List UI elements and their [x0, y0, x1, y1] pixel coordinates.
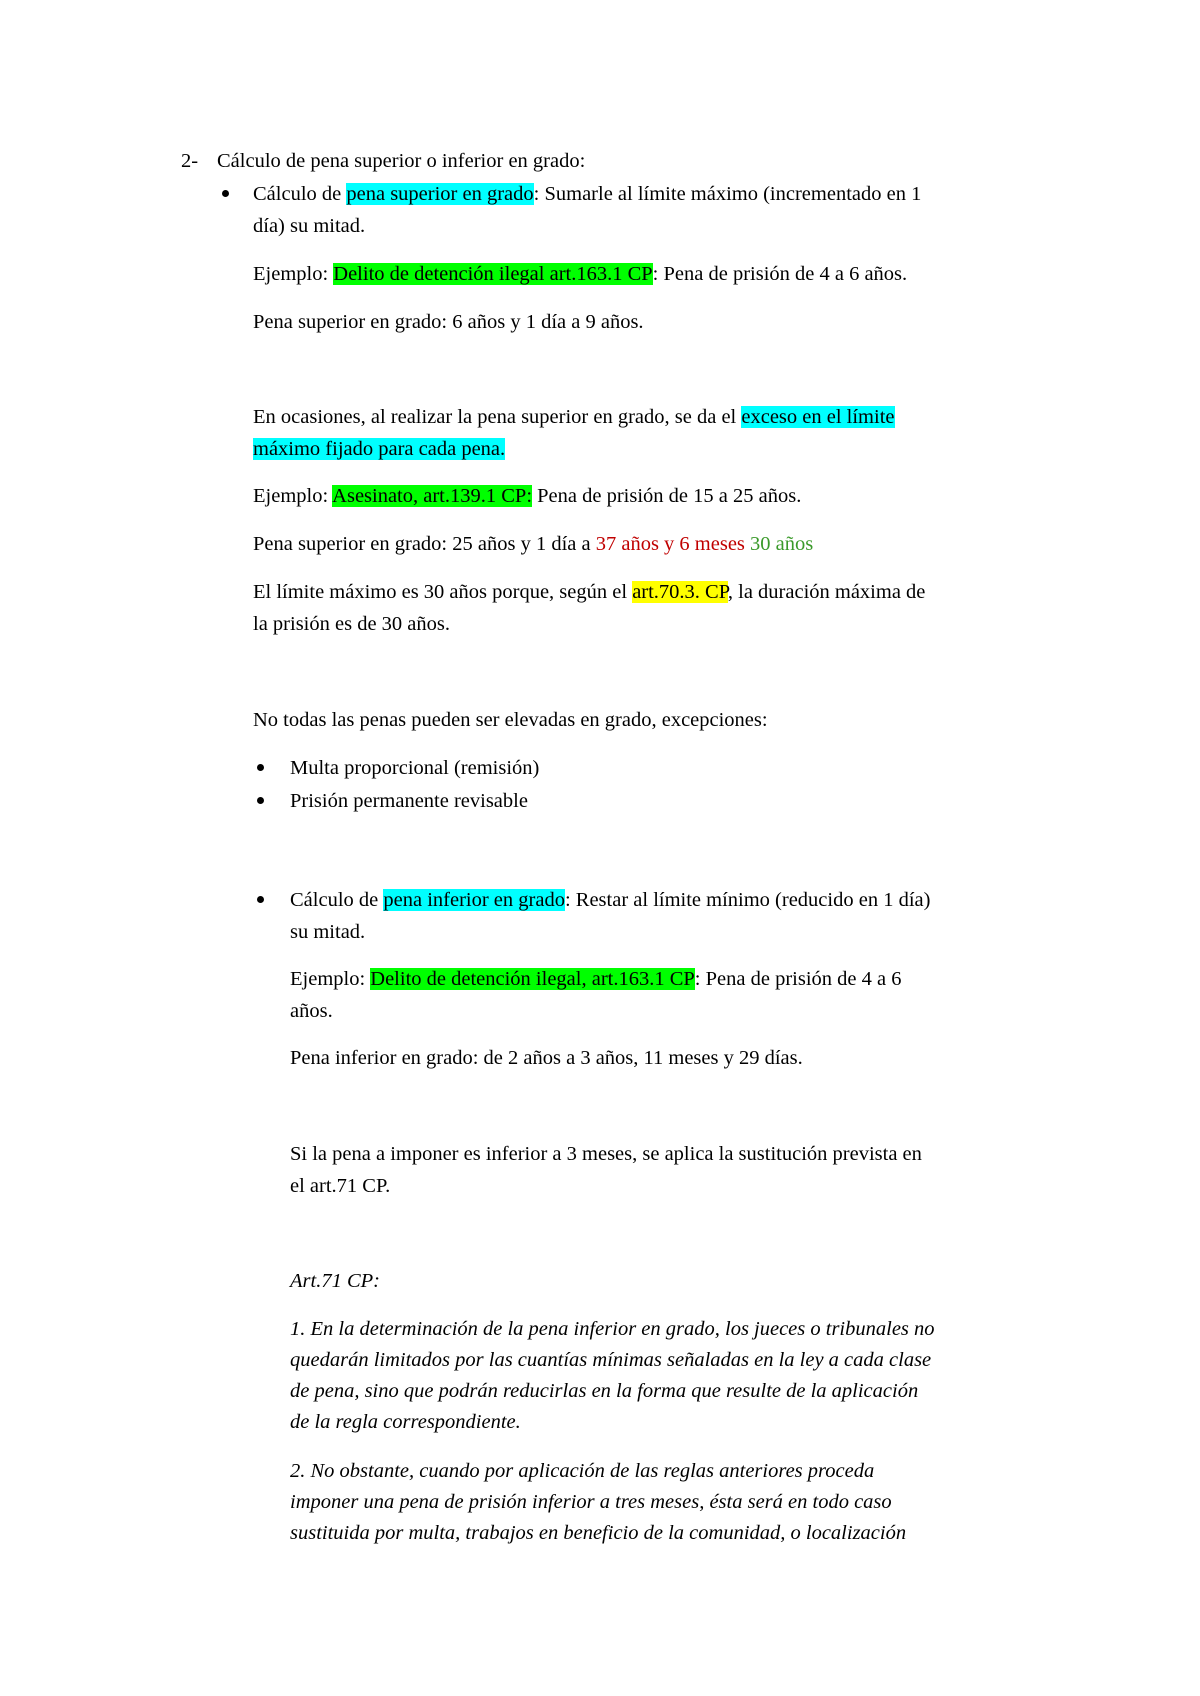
text-run: Pena inferior en grado: de 2 años a 3 años, 11 meses y 29 días.	[290, 1047, 803, 1069]
text-run: su mitad.	[290, 921, 366, 943]
pena-superior-result-1	[253, 306, 644, 338]
text-run: imponer una pena de prisión inferior a tres meses, ésta será en todo caso	[290, 1491, 892, 1513]
highlight-article: Delito de detención ilegal art.163.1 CP	[333, 263, 653, 285]
text-run: día) su mitad.	[253, 215, 366, 237]
text-run: Cálculo de	[253, 183, 347, 205]
art71-p1-line	[290, 1406, 521, 1438]
text-run: Multa proporcional (remisión)	[290, 757, 540, 779]
sustitucion-paragraph	[290, 1138, 922, 1170]
text-run: el art.71 CP.	[290, 1175, 391, 1197]
example-label: Ejemplo:	[290, 968, 371, 990]
bullet-icon	[222, 190, 229, 197]
text-run: : Sumarle al límite máximo (incrementado en 1	[533, 183, 922, 205]
highlight-article: Asesinato, art.139.1 CP:	[332, 485, 533, 507]
red-text: 37 años y 6 meses	[595, 533, 745, 555]
highlight-article: Delito de detención ilegal, art.163.1 CP	[370, 968, 695, 990]
art71-p2-line	[290, 1455, 874, 1487]
example-3	[290, 963, 901, 995]
sustitucion-paragraph-line2	[290, 1170, 390, 1202]
text-run: El límite máximo es 30 años porque, según el	[253, 581, 633, 603]
highlight-pena-inferior: pena inferior en grado	[383, 889, 565, 911]
bullet-pena-superior-line2	[253, 210, 365, 242]
bullet-icon	[257, 764, 264, 771]
green-text: 30 años	[750, 533, 814, 555]
text-run: de pena, sino que podrán reducirlas en la forma que resulte de la aplicación	[290, 1380, 919, 1402]
example-1	[253, 258, 907, 290]
pena-superior-result-2	[253, 528, 813, 560]
art71-title	[290, 1265, 380, 1297]
text-run: : Pena de prisión de 4 a 6	[694, 968, 902, 990]
text-run: En ocasiones, al realizar la pena superior en grado, se da el	[253, 406, 742, 428]
text-run: Cálculo de	[290, 889, 384, 911]
text-run: 1. En la determinación de la pena inferior en grado, los jueces o tribunales no	[290, 1318, 935, 1340]
text-run: sustituida por multa, trabajos en beneficio de la comunidad, o localización	[290, 1522, 907, 1544]
text-run: años.	[290, 1000, 333, 1022]
example-2	[253, 480, 801, 512]
art71-p2-line	[290, 1486, 892, 1518]
text-run: de la regla correspondiente.	[290, 1411, 521, 1433]
text-run: : Restar al límite mínimo (reducido en 1 día)	[564, 889, 931, 911]
exception-item	[290, 752, 539, 784]
example-3-line2	[290, 995, 333, 1027]
bullet-pena-inferior-line2	[290, 916, 365, 948]
bullet-pena-superior	[253, 178, 921, 210]
text-run: la prisión es de 30 años.	[253, 613, 450, 635]
section-number	[181, 145, 198, 177]
text-run: Pena superior en grado: 25 años y 1 día a	[253, 533, 596, 555]
text-run: 2. No obstante, cuando por aplicación de las reglas anteriores proceda	[290, 1460, 875, 1482]
art71-p1-line	[290, 1375, 918, 1407]
highlight-pena-superior: pena superior en grado	[346, 183, 534, 205]
bullet-icon	[257, 797, 264, 804]
section-heading-text: Cálculo de pena superior o inferior en grado:	[217, 150, 586, 172]
art71-p1-line	[290, 1344, 931, 1376]
bullet-icon	[257, 896, 264, 903]
text-run: , la duración máxima de	[727, 581, 926, 603]
example-label: Ejemplo:	[253, 485, 333, 507]
text-run: Si la pena a imponer es inferior a 3 meses, se aplica la sustitución prevista en	[290, 1143, 922, 1165]
no-todas-paragraph	[253, 704, 768, 736]
text-run: Pena superior en grado: 6 años y 1 día a 9 años.	[253, 311, 644, 333]
exception-item	[290, 785, 528, 817]
text-run: Art.71 CP:	[290, 1270, 380, 1292]
text-run: quedarán limitados por las cuantías mínimas señaladas en la ley a cada clase	[290, 1349, 932, 1371]
bullet-pena-inferior	[290, 884, 930, 916]
highlight-exceso: exceso en el límite	[741, 406, 895, 428]
section-heading	[217, 145, 585, 177]
text-run: Pena de prisión de 15 a 25 años.	[532, 485, 802, 507]
text-run: : Pena de prisión de 4 a 6 años.	[652, 263, 908, 285]
exceso-paragraph	[253, 401, 895, 433]
text-run: Prisión permanente revisable	[290, 790, 528, 812]
text-run: No todas las penas pueden ser elevadas en grado, excepciones:	[253, 709, 768, 731]
art71-p1-line	[290, 1313, 935, 1345]
highlight-exceso: máximo fijado para cada pena.	[253, 438, 506, 460]
limite-paragraph-line2	[253, 608, 450, 640]
example-label: Ejemplo:	[253, 263, 334, 285]
section-number-text: 2-	[181, 150, 199, 172]
highlight-art-70: art.70.3. CP	[632, 581, 728, 603]
art71-p2-line	[290, 1517, 906, 1549]
exceso-paragraph-line2	[253, 433, 505, 465]
pena-inferior-result	[290, 1042, 803, 1074]
limite-paragraph	[253, 576, 925, 608]
